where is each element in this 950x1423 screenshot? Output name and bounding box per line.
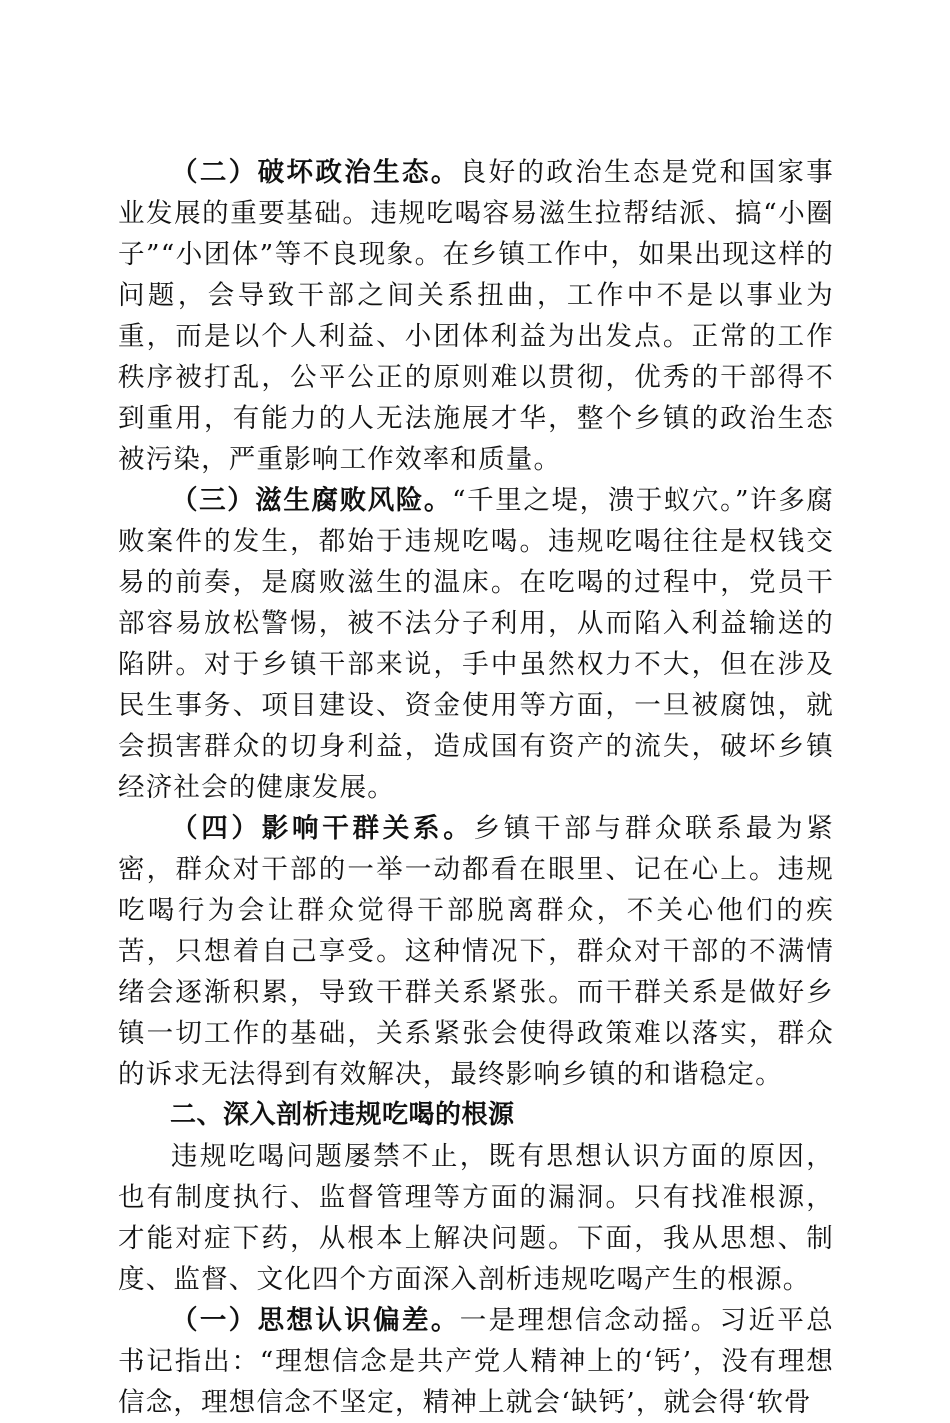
paragraph-lead: （三）滋生腐败风险。 [171, 485, 453, 516]
paragraph-lead: （一）思想认识偏差。 [171, 1305, 460, 1336]
paragraph-text: 乡镇干部与群众联系最为紧密，群众对干部的一举一动都看在眼里、记在心上。违规吃喝行为会让群众觉得干部脱离群众，不关心他们的疾苦，只想着自己享受。这种情况下，群众对干部的不满情绪会逐渐积累，导致干群关系紧张。而干群关系是做好乡镇一切工作的基础，关系紧张会使得政策难以落实，群众的诉求无法得到有效解决，最终影响乡镇的和谐稳定。 [118, 813, 835, 1090]
section-heading: 二、深入剖析违规吃喝的根源 [170, 1100, 515, 1130]
paragraph-cadre-relations [118, 808, 834, 1095]
paragraph-text: “千里之堤，溃于蚁穴。”许多腐败案件的发生，都始于违规吃喝。违规吃喝往往是权钱交易的前奏，是腐败滋生的温床。在吃喝的过程中，党员干部容易放松警惕，被不法分子利用，从而陷入利益输送的陷阱。对于乡镇干部来说，手中虽然权力不大，但在涉及民生事务、项目建设、资金使用等方面，一旦被腐蚀，就会损害群众的切身利益，造成国有资产的流失，破坏乡镇经济社会的健康发展。 [118, 485, 834, 803]
paragraph-text: 良好的政治生态是党和国家事业发展的重要基础。违规吃喝容易滋生拉帮结派、搞“小圈子”“小团体”等不良现象。在乡镇工作中，如果出现这样的问题，会导致干部之间关系扭曲，工作中不是以事业为重，而是以个人利益、小团体利益为出发点。正常的工作秩序被打乱，公平公正的原则难以贯彻，优秀的干部得不到重用，有能力的人无法施展才华，整个乡镇的政治生态被污染，严重影响工作效率和质量。 [118, 157, 835, 475]
paragraph-political-ecology [118, 152, 834, 480]
paragraph-lead: （二）破坏政治生态。 [171, 157, 460, 188]
paragraph-lead: （四）影响干群关系。 [171, 813, 474, 844]
paragraph-text: 一是理想信念动摇。习近平总书记指出：“理想信念是共产党人精神上的‘钙’，没有理想信念，理想信念不坚定，精神上就会‘缺钙’，就会得‘软骨 [118, 1305, 835, 1418]
paragraph-intro: 违规吃喝问题屡禁不止，既有思想认识方面的原因，也有制度执行、监督管理等方面的漏洞。只有找准根源，才能对症下药，从根本上解决问题。下面，我从思想、制度、监督、文化四个方面深入剖析违规吃喝产生的根源。 [118, 1141, 834, 1295]
paragraph-ideological-bias [118, 1300, 834, 1423]
document-body [118, 152, 834, 1423]
paragraph-corruption-risk [118, 480, 834, 808]
